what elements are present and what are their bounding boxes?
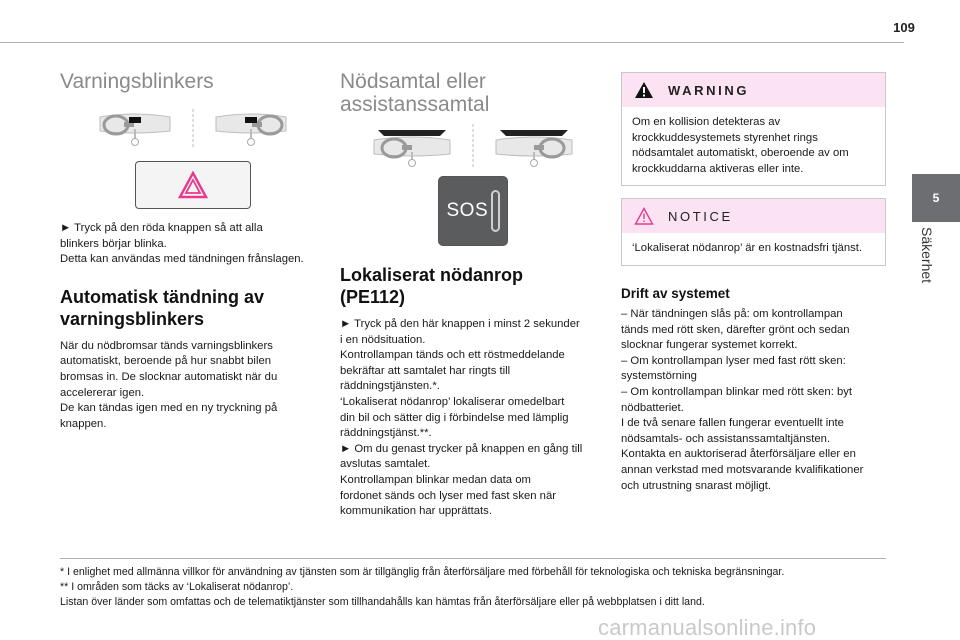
hazard-button[interactable] xyxy=(135,161,251,209)
footnotes xyxy=(60,565,890,610)
dashboard-right-icon xyxy=(214,109,288,149)
footnote-1: * I enlighet med allmänna villkor för användning av tjänsten som är tillgänglig från återförsäljare med förbehåll för teknologiska och tekniska begränsningar. xyxy=(60,566,785,578)
dashboard-illustration xyxy=(60,109,325,149)
notice-triangle-icon xyxy=(634,207,654,225)
header-divider xyxy=(0,42,904,43)
hazard-instruction: ► Tryck på den röda knappen så att alla blinkers börjar blinka. Detta kan användas med tändningen frånslagen. xyxy=(60,222,304,266)
divider-line xyxy=(470,124,476,168)
notice-body: ‘Lokaliserat nödanrop’ är en kostnadsfri tjänst. xyxy=(632,242,863,255)
footnote-3: Listan över länder som omfattas och de telematiktjänster som tillhandahålls kan hämtas från återförsäljare eller på webbplatsen i ditt land. xyxy=(60,596,705,608)
footnote-2: ** I områden som täcks av ‘Lokaliserat nödanrop’. xyxy=(60,581,294,593)
column-hazard-lights xyxy=(60,70,325,432)
notice-box xyxy=(621,198,886,266)
roof-console-left-icon xyxy=(372,124,452,168)
dashboard-left-icon xyxy=(98,109,172,149)
sos-indicator-icon xyxy=(491,190,500,232)
section-title-emergency: Nödsamtal eller assistanssamtal xyxy=(340,70,490,116)
column-warnings xyxy=(621,72,886,494)
chapter-number: 5 xyxy=(932,191,940,205)
hazard-triangle-icon xyxy=(178,171,208,199)
page-number: 109 xyxy=(893,20,915,35)
watermark: carmanualsonline.info xyxy=(598,615,817,640)
divider-line xyxy=(190,109,196,149)
system-operation-body: – När tändningen slås på: om kontrollampan tänds med rött sken, därefter grönt och sedan slocknar fungerar systemet korrekt. – Om kontrollampan lyser med fast rött sken: systemstörning – Om kontrollampan blinkar med rött sken: byt nödbatteriet. I de två senare fallen fungerar eventuellt inte nödsamtals- och assistanssamtaltjänsten. Kontakta en auktoriserad återförsäljare eller en annan verkstad med motsvarande kvalifikationer och utrustning snarast möjligt. xyxy=(621,307,864,492)
section-title-hazard: Varningsblinkers xyxy=(60,70,214,93)
notice-header xyxy=(622,199,885,233)
localised-call-body: ► Tryck på den här knappen i minst 2 sekunder i en nödsituation. Kontrollampan tänds och ett röstmeddelande bekräftar att samtalet har ringts till räddningstjänsten.*. ‘Lokaliserat nödanrop’ lokaliserar omedelbart din bil och sätter dig i förbindelse med lämplig räddningstjänst.**. ► Om du genast trycker på knappen en gång till avslutas samtalet. Kontrollampan blinkar medan data om fordonet sänds och lyser med fast sken när kommunikation har upprättats. xyxy=(340,318,583,518)
roof-console-illustration xyxy=(340,124,605,168)
roof-console-right-icon xyxy=(494,124,574,168)
auto-hazard-body: När du nödbromsar tänds varningsblinkers automatiskt, beroende på hur snabbt bilen bromsas in. De slocknar automatiskt när du accelererar igen. De kan tändas igen med en ny tryckning på knappen. xyxy=(60,339,278,430)
section-title-system-operation: Drift av systemet xyxy=(621,285,730,301)
section-title-auto-hazard: Automatisk tändning av varningsblinkers xyxy=(60,286,265,329)
notice-title: NOTICE xyxy=(668,208,733,224)
section-title-localised-call: Lokaliserat nödanrop (PE112) xyxy=(340,265,524,307)
sos-label: SOS xyxy=(446,200,489,221)
sos-button[interactable] xyxy=(438,176,508,246)
footnote-divider xyxy=(60,558,886,559)
chapter-name: Säkerhet xyxy=(919,226,935,284)
warning-box xyxy=(621,72,886,186)
column-emergency-call xyxy=(340,70,605,520)
warning-title: WARNING xyxy=(668,82,750,98)
warning-header xyxy=(622,73,885,107)
warning-body: Om en kollision detekteras av krockkuddesystemets styrenhet rings nödsamtalet automatiskt, oberoende av om krockkuddarna aktiveras eller inte. xyxy=(632,116,849,175)
warning-triangle-icon xyxy=(634,81,654,99)
